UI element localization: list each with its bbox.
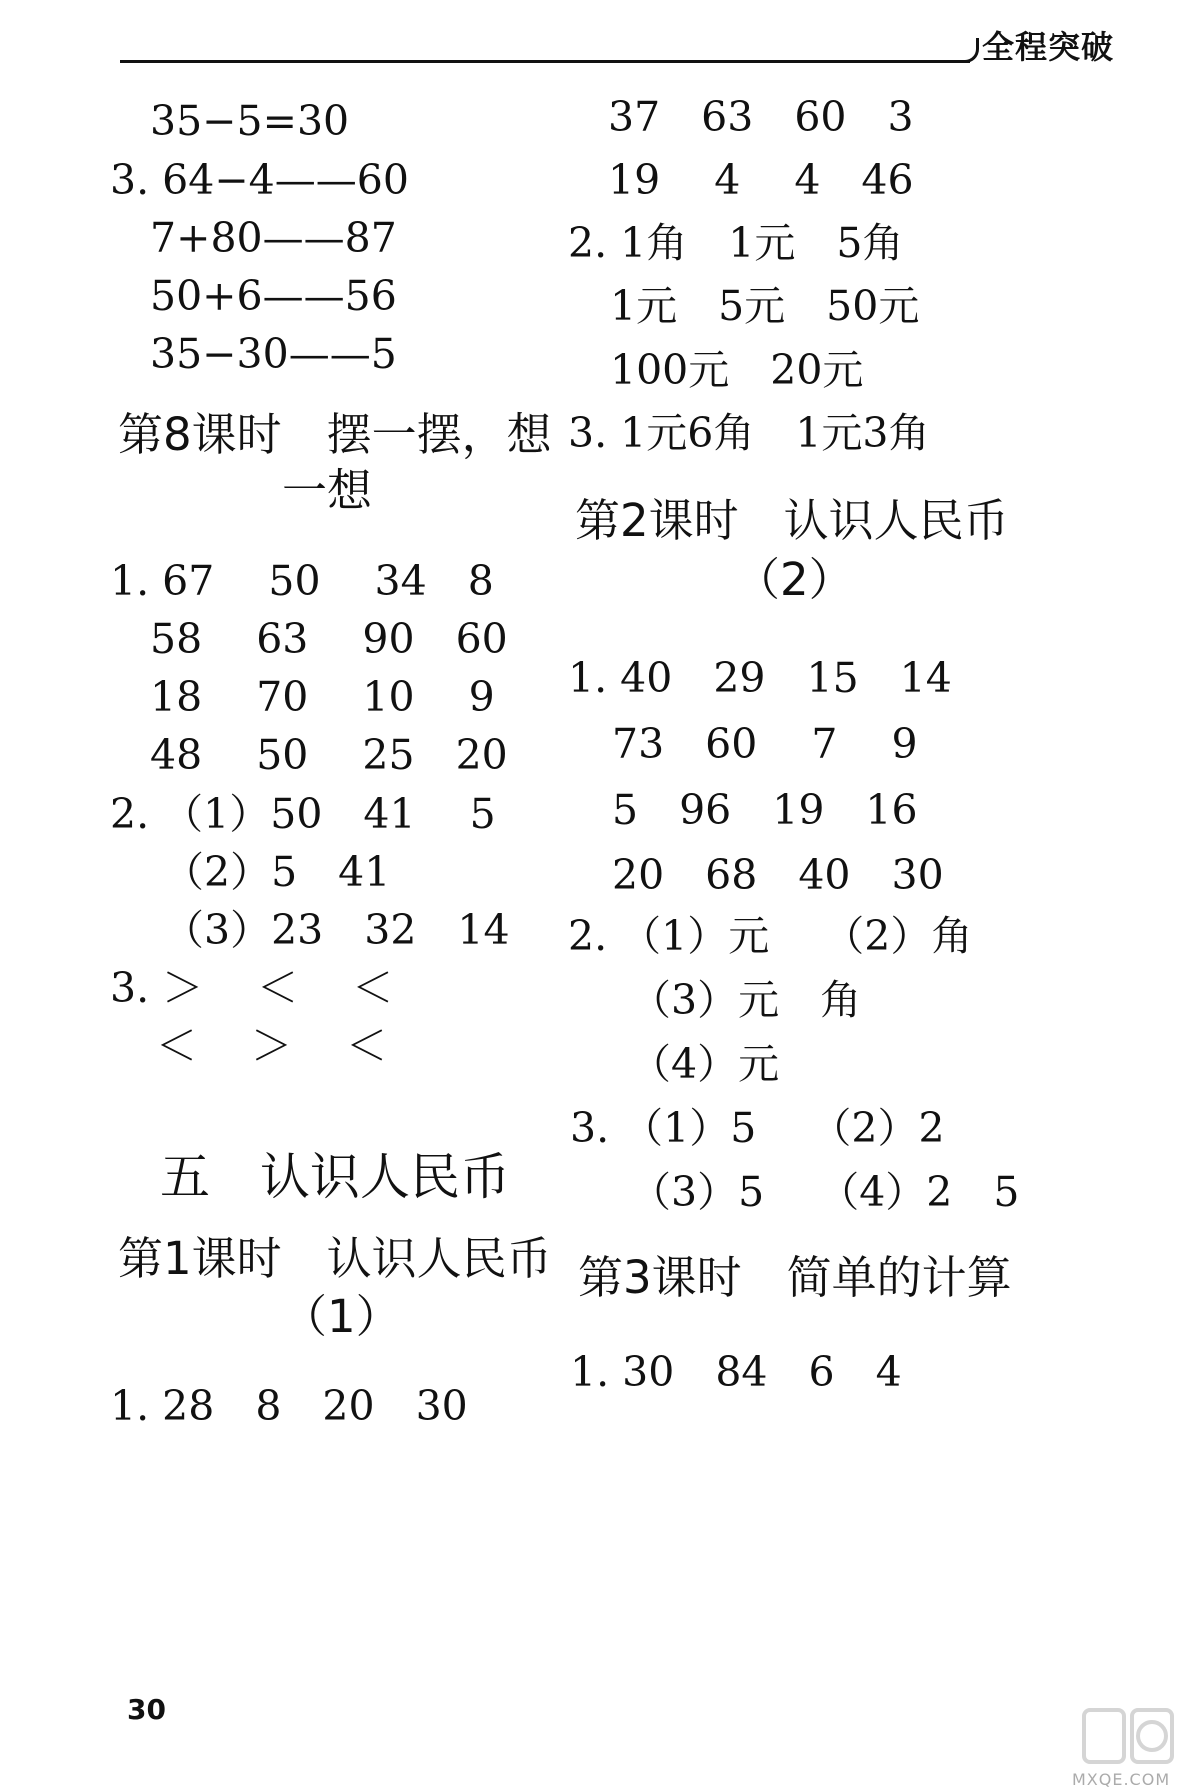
lesson-heading-cont: （1）	[282, 1290, 401, 1343]
answer-line: 58 63 90 60	[150, 615, 508, 663]
answer-line: 100元 20元	[610, 346, 864, 394]
lesson-heading: 第1课时 认识人民币	[118, 1232, 552, 1285]
answer-line: 2. （1）50 41 5	[110, 790, 496, 838]
answer-line: 35−30——5	[150, 330, 397, 378]
answer-line: 1元 5元 50元	[610, 282, 920, 330]
series-title: 全程突破	[982, 28, 1115, 66]
answer-line: 1. 30 84 6 4	[570, 1348, 902, 1396]
page-number: 30	[127, 1693, 166, 1726]
answer-line: 35−5=30	[150, 97, 350, 145]
answer-line: ＜ ＞ ＜	[156, 1022, 388, 1070]
watermark-text: MXQE.COM	[1072, 1770, 1171, 1789]
answer-line: 73 60 7 9	[612, 720, 918, 768]
watermark-logo	[1080, 1700, 1180, 1780]
lesson-heading: 第2课时 认识人民币	[575, 494, 1009, 547]
answer-line: 2. 1角 1元 5角	[568, 219, 904, 267]
answer-line: 20 68 40 30	[612, 851, 944, 899]
answer-line: 1. 67 50 34 8	[110, 557, 494, 605]
header-rule	[120, 60, 970, 63]
answer-line: （3）23 32 14	[163, 906, 510, 954]
answer-line: 3. 64−4——60	[110, 156, 409, 204]
answer-line: 1. 28 8 20 30	[110, 1382, 468, 1430]
answer-line: （3）元 角	[630, 976, 862, 1024]
answer-line: 18 70 10 9	[150, 673, 495, 721]
answer-line: 50+6——56	[150, 272, 397, 320]
answer-line: 3. 1元6角 1元3角	[568, 409, 930, 457]
answer-line: 19 4 4 46	[608, 156, 914, 204]
answer-line: 3. （1）5 （2）2	[570, 1104, 945, 1152]
unit-heading: 五 认识人民币	[160, 1148, 510, 1206]
answer-line: 7+80——87	[150, 214, 397, 262]
answer-line: （3）5 （4）2 5	[630, 1168, 1020, 1216]
answer-line: （2）5 41	[163, 848, 391, 896]
answer-line: 5 96 19 16	[612, 786, 918, 834]
header-flourish	[960, 38, 979, 63]
lesson-heading: 第8课时 摆一摆，想	[118, 408, 552, 461]
answer-line: 1. 40 29 15 14	[568, 654, 952, 702]
lesson-heading-cont: （2）	[735, 553, 854, 606]
answer-line: 48 50 25 20	[150, 731, 508, 779]
answer-line: 37 63 60 3	[608, 93, 914, 141]
lesson-heading: 第3课时 简单的计算	[578, 1251, 1012, 1304]
lesson-heading-cont: 一想	[282, 464, 373, 517]
answer-line: 3. ＞ ＜ ＜	[110, 964, 394, 1012]
answer-line: （4）元	[630, 1040, 780, 1088]
answer-line: 2. （1）元 （2）角	[568, 912, 973, 960]
